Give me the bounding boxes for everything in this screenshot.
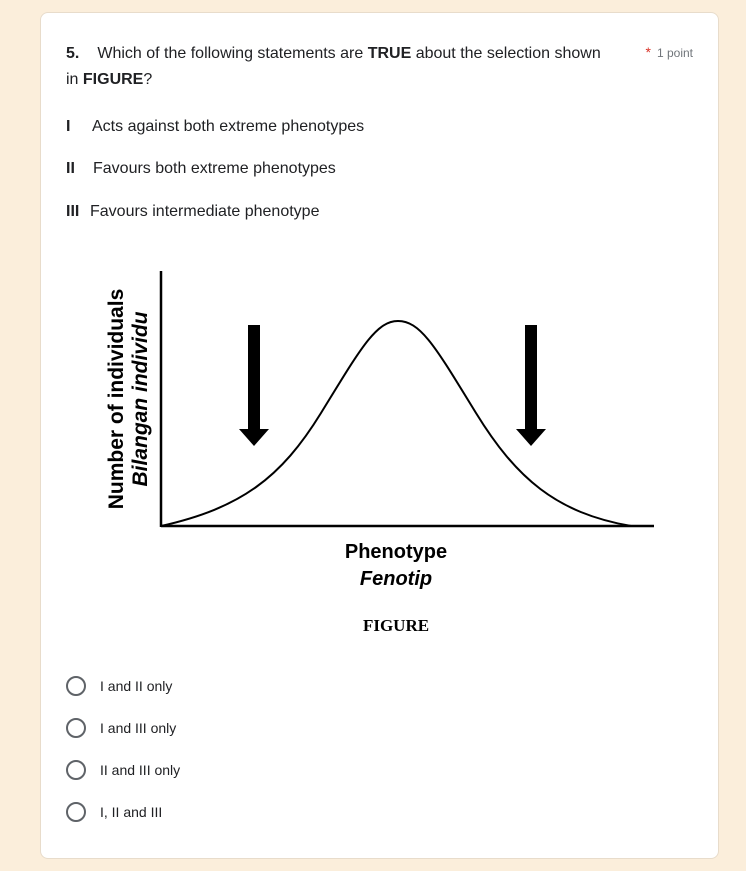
radio-button[interactable] xyxy=(66,718,86,738)
radio-button[interactable] xyxy=(66,676,86,696)
option-4[interactable]: I, II and III xyxy=(66,802,162,822)
radio-button[interactable] xyxy=(66,802,86,822)
option-2[interactable]: I and III only xyxy=(66,718,176,738)
right-arrow-icon xyxy=(516,325,546,446)
figure-caption: FIGURE xyxy=(362,616,430,635)
y-axis-label: Number of individuals xyxy=(105,288,128,510)
points-label: * 1 point xyxy=(645,44,693,60)
radio-button[interactable] xyxy=(66,760,86,780)
left-arrow-icon xyxy=(239,325,269,446)
option-1[interactable]: I and II only xyxy=(66,676,172,696)
required-mark: * xyxy=(645,44,651,60)
distribution-curve xyxy=(161,321,631,526)
statement-1: I Acts against both extreme phenotypes xyxy=(66,118,365,135)
x-axis-label-ms: Fenotip xyxy=(359,568,433,590)
statement-2: II Favours both extreme phenotypes xyxy=(66,160,336,177)
question-text: 5. Which of the following statements are TRUE about the selection shown in FIGURE? xyxy=(66,45,601,88)
y-axis-label-ms: Bilangan individu xyxy=(129,311,152,487)
x-axis-label: Phenotype xyxy=(344,541,448,563)
figure-graph xyxy=(91,263,671,653)
option-3[interactable]: II and III only xyxy=(66,760,180,780)
statement-3: III Favours intermediate phenotype xyxy=(66,203,320,220)
question-card xyxy=(40,12,719,859)
